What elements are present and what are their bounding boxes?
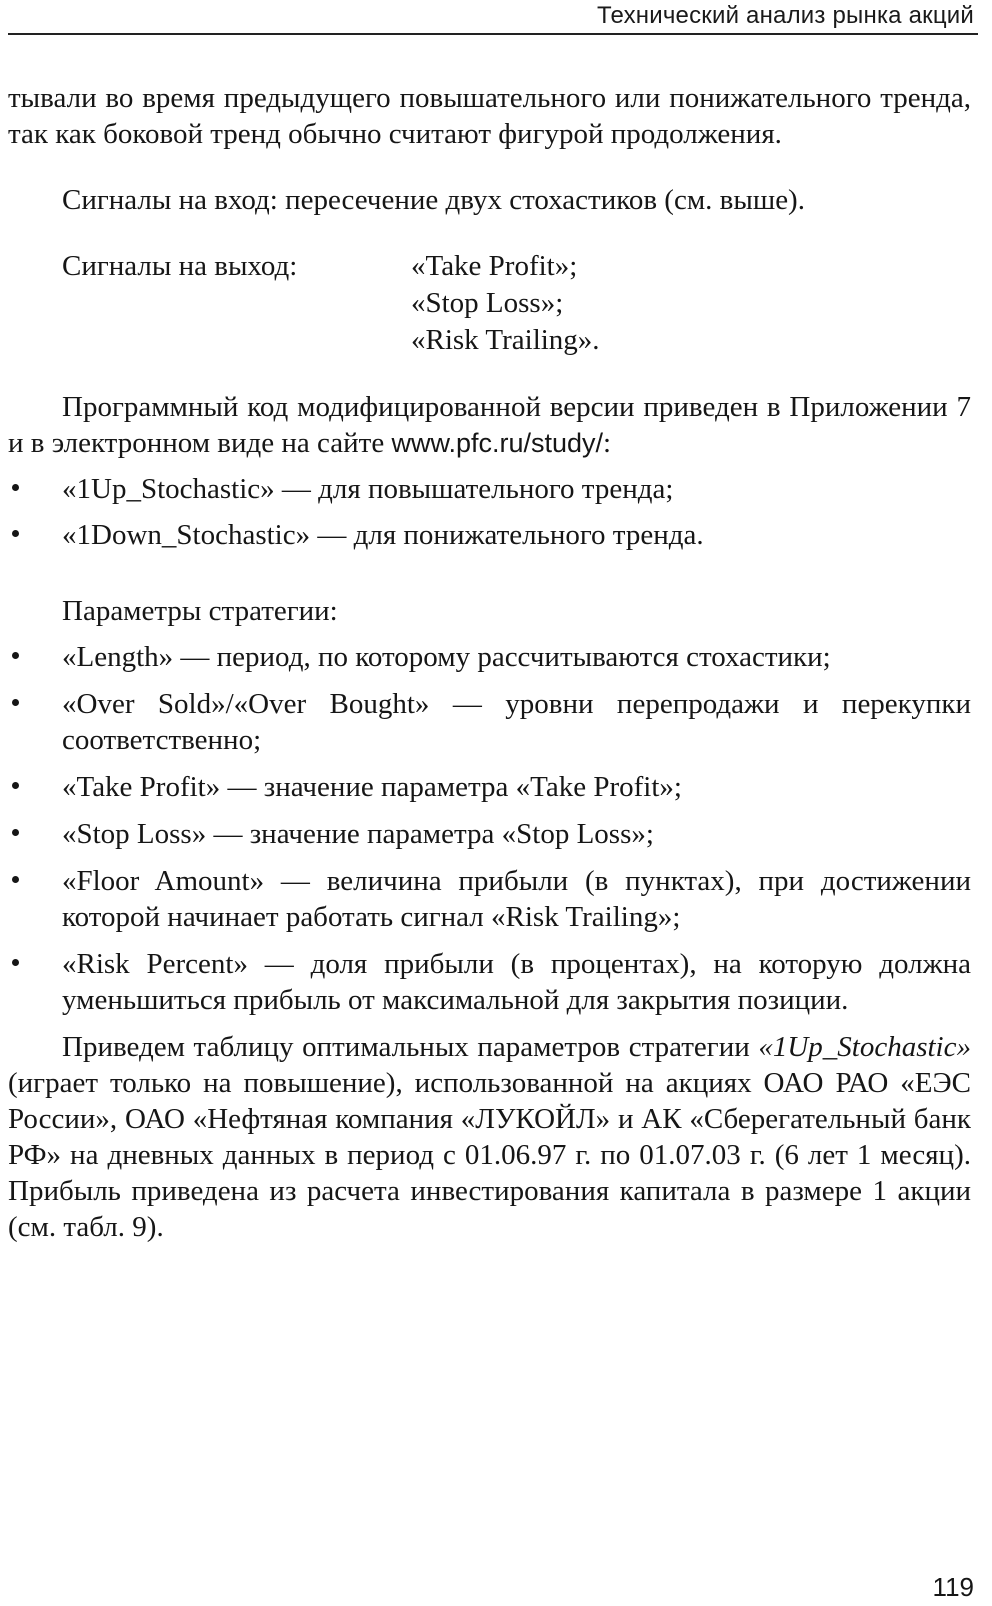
exit-signals-list (411, 248, 600, 359)
params-list (8, 639, 971, 1018)
list-item: «1Up_Stochastic» — для повышательного тренда; (8, 471, 971, 507)
bullet-icon (12, 876, 19, 883)
program-list (8, 471, 971, 553)
list-item: «Stop Loss» — значение параметра «Stop Loss»; (8, 816, 971, 852)
page-number: 119 (932, 1572, 974, 1602)
exit-signal-item: «Take Profit»; (411, 250, 578, 282)
list-item: «Over Sold»/«Over Bought» — уровни перепродажи и перекупки соответственно; (8, 686, 971, 758)
program-code-text: Программный код модифицированной версии приведен в Приложении 7 и в электронном виде на сайте (8, 391, 971, 459)
list-item: «1Down_Stochastic» — для понижательного тренда. (8, 517, 971, 553)
list-item: «Floor Amount» — величина прибыли (в пунктах), при достижении которой начинает работать сигнал «Risk Trailing»; (8, 863, 971, 935)
bullet-icon (12, 484, 19, 491)
bullet-icon (12, 699, 19, 706)
running-header: Технический анализ рынка акций (597, 2, 974, 29)
exit-signal-item: «Risk Trailing». (411, 324, 600, 356)
website-link[interactable]: www.pfc.ru/study/ (391, 428, 604, 458)
entry-signals: Сигналы на вход: пересечение двух стохастиков (см. выше). (62, 184, 805, 216)
exit-signal-item: «Stop Loss»; (411, 287, 564, 319)
paragraph-final (8, 1029, 971, 1245)
bullet-icon (12, 530, 19, 537)
params-heading: Параметры стратегии: (62, 595, 338, 627)
list-item: «Take Profit» — значение параметра «Take Profit»; (8, 769, 971, 805)
exit-signals-label: Сигналы на выход: (62, 250, 298, 282)
main-text (8, 80, 971, 1245)
paragraph-intro: тывали во время предыдущего повышательного или понижательного тренда, так как боковой тренд обычно считают фигурой продолжения. (8, 82, 971, 150)
paragraph-program-code (8, 389, 971, 461)
program-code-tail: : (603, 427, 612, 459)
bullet-icon (12, 652, 19, 659)
list-item: «Risk Percent» — доля прибыли (в процентах), на которую должна уменьшиться прибыль от максимальной для закрытия позиции. (8, 946, 971, 1018)
bullet-icon (12, 959, 19, 966)
strategy-name: «1Up_Stochastic» (758, 1031, 971, 1063)
list-item: «Length» — период, по которому рассчитываются стохастики; (8, 639, 971, 675)
exit-signals (8, 248, 971, 359)
final-rest: (играет только на повышение), использованной на акциях ОАО РАО «ЕЭС России», ОАО «Нефтяная компания «ЛУКОЙЛ» и АК «Сберегательный банк РФ» на дневных данных в период с 01.06.97 г. по 01.07.03 г. (6 лет 1 месяц). Прибыль приведена из расчета инвестирования капитала в размере 1 акции (см. табл. 9). (8, 1067, 971, 1243)
header-rule (8, 33, 978, 35)
bullet-icon (12, 782, 19, 789)
final-lead: Приведем таблицу оптимальных параметров стратегии (62, 1031, 759, 1063)
bullet-icon (12, 829, 19, 836)
